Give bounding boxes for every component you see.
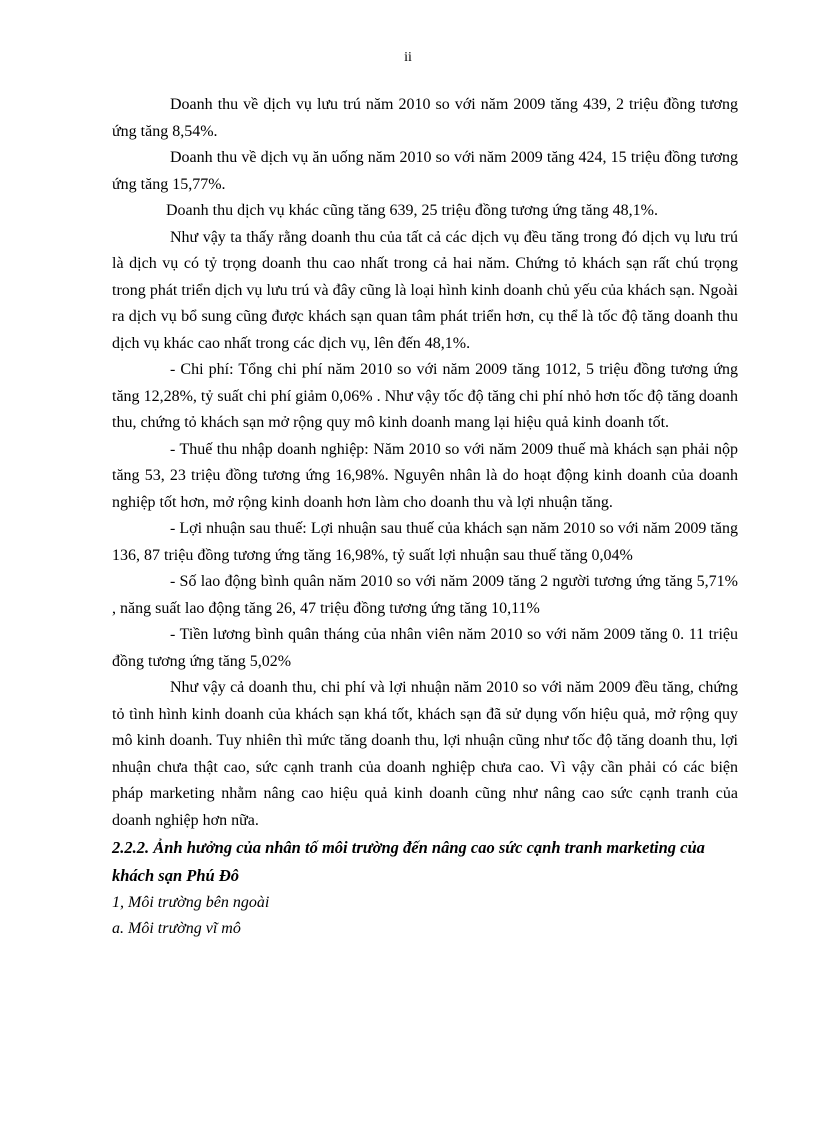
paragraph-net-profit: - Lợi nhuận sau thuế: Lợi nhuận sau thuế của khách sạn năm 2010 so với năm 2009 tăng 136, 87 triệu đồng tương ứng tăng 16,98%, tỷ suất lợi nhuận sau thuế tăng 0,04% <box>112 520 738 564</box>
paragraph-revenue-summary: Như vậy ta thấy rằng doanh thu của tất cả các dịch vụ đều tăng trong đó dịch vụ lưu trú là dịch vụ có tỷ trọng doanh thu cao nhất trong cả hai năm. Chứng tỏ khách sạn rất chú trọng trong phát triển dịch vụ lưu trú và đây cũng là loại hình kinh doanh chủ yếu của khách sạn. Ngoài ra dịch vụ bổ sung cũng được khách sạn quan tâm phát triển hơn, cụ thể là tốc độ tăng doanh thu dịch vụ khác cao nhất trong các dịch vụ, lên đến 48,1%. <box>112 228 738 352</box>
paragraph-corporate-tax: - Thuế thu nhập doanh nghiệp: Năm 2010 so với năm 2009 thuế mà khách sạn phải nộp tăng 53, 23 triệu đồng tương ứng 16,98%. Nguyên nhân là do hoạt động kinh doanh của doanh nghiệp tốt hơn, mở rộng kinh doanh hơn làm cho doanh thu và lợi nhuận tăng. <box>112 440 738 511</box>
paragraph-wages: - Tiền lương bình quân tháng của nhân viên năm 2010 so với năm 2009 tăng 0. 11 triệu đồng tương ứng tăng 5,02% <box>112 626 738 670</box>
paragraph-revenue-other: Doanh thu dịch vụ khác cũng tăng 639, 25 triệu đồng tương ứng tăng 48,1%. <box>166 202 658 219</box>
body-text <box>112 92 738 942</box>
paragraph-conclusion: Như vậy cả doanh thu, chi phí và lợi nhuận năm 2010 so với năm 2009 đều tăng, chứng tỏ tình hình kinh doanh của khách sạn khá tốt, khách sạn đã sử dụng vốn hiệu quả, mở rộng quy mô kinh doanh. Tuy nhiên thì mức tăng doanh thu, lợi nhuận cũng như tốc độ tăng doanh thu, lợi nhuận chưa thật cao, sức cạnh tranh của doanh nghiệp chưa cao. Vì vậy cần phải có các biện pháp marketing nhằm nâng cao hiệu quả kinh doanh cũng như nâng cao sức cạnh tranh của doanh nghiệp hơn nữa. <box>112 679 738 829</box>
page-number: ii <box>404 50 412 65</box>
section-heading: 2.2.2. Ảnh hưởng của nhân tố môi trường đến nâng cao sức cạnh tranh marketing của khách sạn Phú Đô <box>112 838 705 885</box>
paragraph-labor: - Số lao động bình quân năm 2010 so với năm 2009 tăng 2 người tương ứng tăng 5,71% , năng suất lao động tăng 26, 47 triệu đồng tương ứng tăng 10,11% <box>112 573 738 617</box>
subheading-external-environment: 1, Môi trường bên ngoài <box>112 894 270 911</box>
paragraph-revenue-lodging: Doanh thu về dịch vụ lưu trú năm 2010 so với năm 2009 tăng 439, 2 triệu đồng tương ứng tăng 8,54%. <box>112 96 738 140</box>
paragraph-revenue-food: Doanh thu về dịch vụ ăn uống năm 2010 so với năm 2009 tăng 424, 15 triệu đồng tương ứng tăng 15,77%. <box>112 149 738 193</box>
paragraph-costs: - Chi phí: Tổng chi phí năm 2010 so với năm 2009 tăng 1012, 5 triệu đồng tương ứng tăng 12,28%, tỷ suất chi phí giảm 0,06% . Như vậy tốc độ tăng chi phí nhỏ hơn tốc độ tăng doanh thu, chứng tỏ khách sạn mở rộng quy mô kinh doanh mang lại hiệu quả kinh doanh tốt. <box>112 361 738 431</box>
subheading-macro-environment: a. Môi trường vĩ mô <box>112 920 241 937</box>
